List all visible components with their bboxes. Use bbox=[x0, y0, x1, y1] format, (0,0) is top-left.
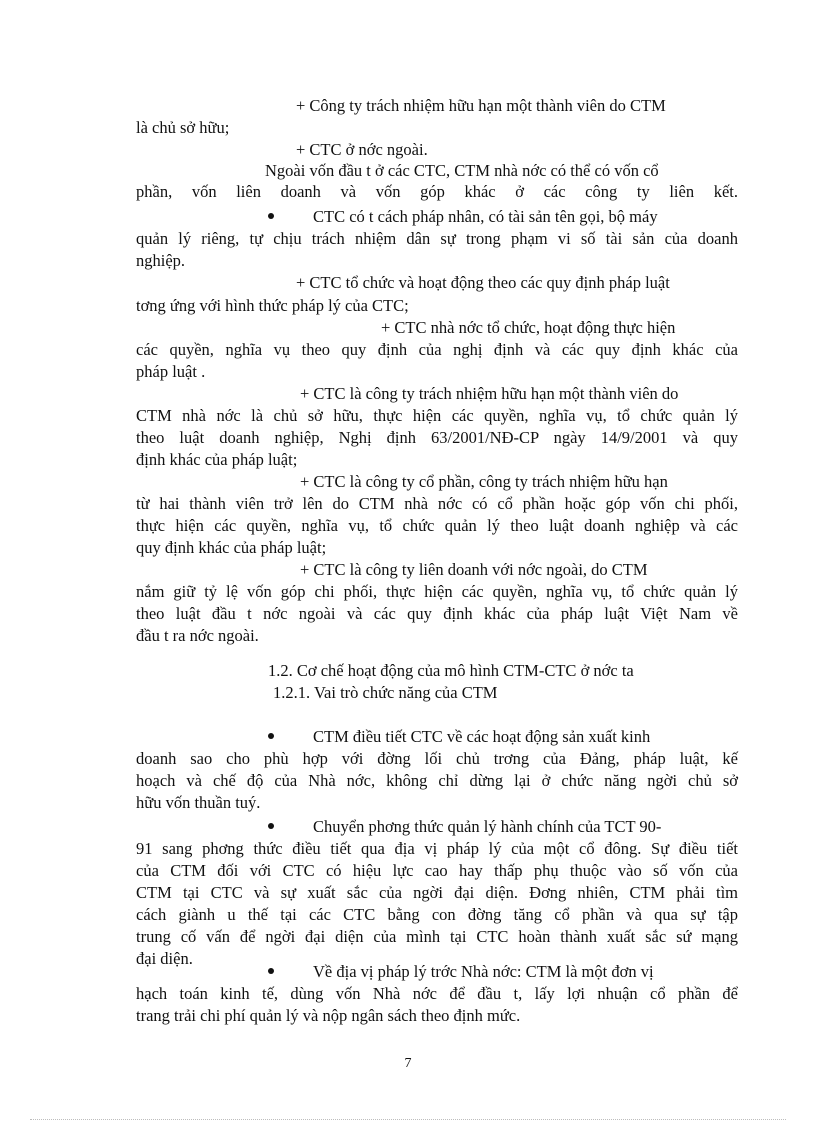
text-line: của CTM đối với CTC có hiệu lực cao hay thấp phụ thuộc vào số vốn của bbox=[136, 861, 738, 880]
text-line: + CTC nhà nớc tổ chức, hoạt động thực hiện bbox=[381, 318, 676, 337]
text-line: đầu t ra nớc ngoài. bbox=[136, 626, 259, 645]
text-line: là chủ sở hữu; bbox=[136, 118, 230, 137]
text-line: hữu vốn thuần tuý. bbox=[136, 793, 261, 812]
bullet-icon bbox=[268, 823, 274, 829]
text-line: quy định khác của pháp luật; bbox=[136, 538, 327, 557]
text-line: 91 sang phơng thức điều tiết qua địa vị pháp lý của một cổ đông. Sự điều tiết bbox=[136, 839, 738, 858]
page-number: 7 bbox=[404, 1056, 412, 1071]
text-line: trang trải chi phí quản lý và nộp ngân sách theo định mức. bbox=[136, 1006, 521, 1025]
text-line: theo luật doanh nghiệp, Nghị định 63/2001/NĐ-CP ngày 14/9/2001 và quy bbox=[136, 428, 738, 447]
text-line: + CTC ở nớc ngoài. bbox=[296, 140, 428, 159]
text-line: Về địa vị pháp lý trớc Nhà nớc: CTM là một đơn vị bbox=[313, 962, 654, 981]
text-line: theo luật đầu t nớc ngoài và các quy định khác của pháp luật Việt Nam về bbox=[136, 604, 738, 623]
bullet-icon bbox=[268, 733, 274, 739]
bullet-icon bbox=[268, 213, 274, 219]
text-line: Ngoài vốn đầu t ở các CTC, CTM nhà nớc có thể có vốn cổ bbox=[265, 161, 659, 180]
page-footer-rule bbox=[30, 1119, 786, 1120]
text-line: trung cố vấn để ngời đại diện của mình tại CTC hoàn thành xuất sắc sứ mạng bbox=[136, 927, 738, 946]
text-line: hạch toán kinh tế, dùng vốn Nhà nớc để đầu t, lấy lợi nhuận cổ phần để bbox=[136, 984, 738, 1003]
text-line: phần, vốn liên doanh và vốn góp khác ở các công ty liên kết. bbox=[136, 182, 738, 201]
section-heading: 1.2. Cơ chế hoạt động của mô hình CTM-CTC ở nớc ta bbox=[268, 661, 634, 680]
text-line: đại diện. bbox=[136, 949, 193, 968]
text-line: nghiệp. bbox=[136, 251, 186, 270]
text-line: nắm giữ tỷ lệ vốn góp chi phối, thực hiện các quyền, nghĩa vụ, tổ chức quản lý bbox=[136, 582, 738, 601]
text-line: tơng ứng với hình thức pháp lý của CTC; bbox=[136, 296, 409, 315]
text-line: cách giành u thế tại các CTC bằng con đờng tăng cổ phần và qua sự tập bbox=[136, 905, 738, 924]
subsection-heading: 1.2.1. Vai trò chức năng của CTM bbox=[273, 683, 498, 702]
text-line: doanh sao cho phù hợp với đờng lối chủ trơng của Đảng, pháp luật, kế bbox=[136, 749, 738, 768]
text-line: CTM nhà nớc là chủ sở hữu, thực hiện các quyền, nghĩa vụ, tổ chức quản lý bbox=[136, 406, 738, 425]
text-line: pháp luật . bbox=[136, 362, 206, 381]
text-line: + CTC là công ty liên doanh với nớc ngoài, do CTM bbox=[300, 560, 648, 579]
text-line: từ hai thành viên trở lên do CTM nhà nớc có cổ phần hoặc góp vốn chi phối, bbox=[136, 494, 738, 513]
text-line: CTC có t cách pháp nhân, có tài sản tên gọi, bộ máy bbox=[313, 207, 658, 226]
bullet-icon bbox=[268, 968, 274, 974]
text-line: CTM tại CTC và sự xuất sắc của ngời đại diện. Đơng nhiên, CTM phải tìm bbox=[136, 883, 738, 902]
text-line: + CTC là công ty trách nhiệm hữu hạn một thành viên do bbox=[300, 384, 679, 403]
text-line: hoạch và chế độ của Nhà nớc, không chỉ dừng lại ở chức năng ngời chủ sở bbox=[136, 771, 738, 790]
text-line: + CTC là công ty cổ phần, công ty trách nhiệm hữu hạn bbox=[300, 472, 668, 491]
text-line: định khác của pháp luật; bbox=[136, 450, 298, 469]
text-line: thực hiện các quyền, nghĩa vụ, tổ chức quản lý theo luật doanh nghiệp và các bbox=[136, 516, 738, 535]
text-line: các quyền, nghĩa vụ theo quy định của nghị định và các quy định khác của bbox=[136, 340, 738, 359]
text-line: + Công ty trách nhiệm hữu hạn một thành viên do CTM bbox=[296, 96, 666, 115]
text-line: Chuyển phơng thức quản lý hành chính của TCT 90- bbox=[313, 817, 662, 836]
text-line: CTM điều tiết CTC về các hoạt động sản xuất kinh bbox=[313, 727, 651, 746]
text-line: + CTC tổ chức và hoạt động theo các quy định pháp luật bbox=[296, 273, 670, 292]
text-line: quản lý riêng, tự chịu trách nhiệm dân sự trong phạm vi số tài sản của doanh bbox=[136, 229, 738, 248]
